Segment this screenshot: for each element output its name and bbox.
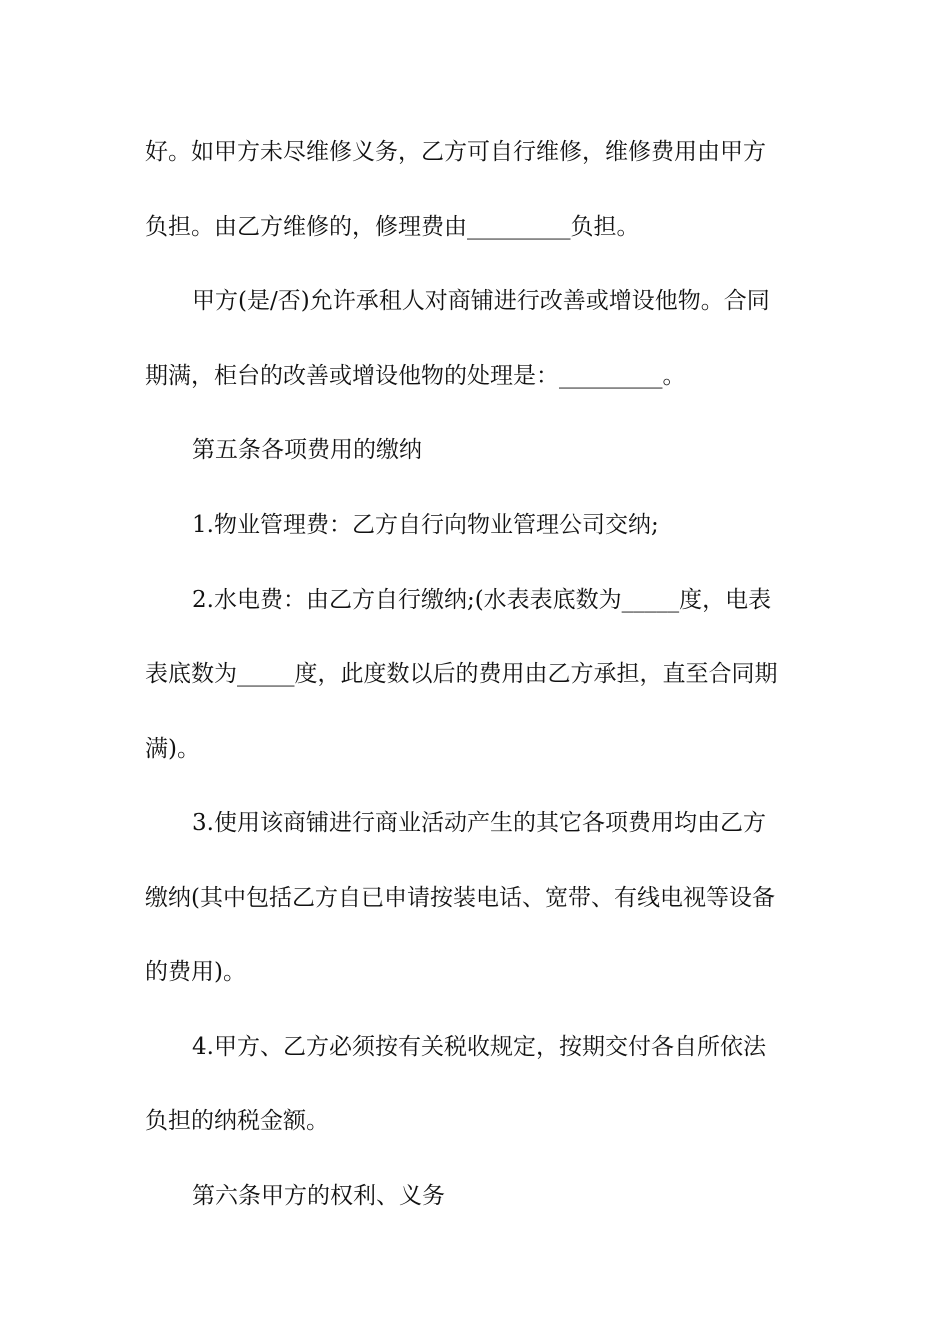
list-item: 3.使用该商铺进行商业活动产生的其它各项费用均由乙方 [192,810,766,836]
text-line: 缴纳(其中包括乙方自已申请按装电话、宽带、有线电视等设备 [145,885,775,911]
list-item: 2.水电费：由乙方自行缴纳;(水表表底数为_____度，电表 [192,587,772,613]
list-item: 1.物业管理费：乙方自行向物业管理公司交纳; [192,512,659,538]
text-line: 好。如甲方未尽维修义务，乙方可自行维修，维修费用由甲方 [145,139,766,165]
section-heading: 第五条各项费用的缴纳 [192,437,422,463]
text-line: 期满，柜台的改善或增设他物的处理是：_________。 [145,363,686,389]
list-item: 4.甲方、乙方必须按有关税收规定，按期交付各自所依法 [192,1034,766,1060]
text-line: 负担。由乙方维修的，修理费由_________负担。 [145,214,640,240]
section-heading: 第六条甲方的权利、义务 [192,1183,445,1209]
text-line: 满)。 [145,736,200,762]
paragraph-first-line: 甲方(是/否)允许承租人对商铺进行改善或增设他物。合同 [192,288,770,314]
text-line: 的费用)。 [145,959,246,985]
text-line: 表底数为_____度，此度数以后的费用由乙方承担，直至合同期 [145,661,778,687]
text-line: 负担的纳税金额。 [145,1108,329,1134]
